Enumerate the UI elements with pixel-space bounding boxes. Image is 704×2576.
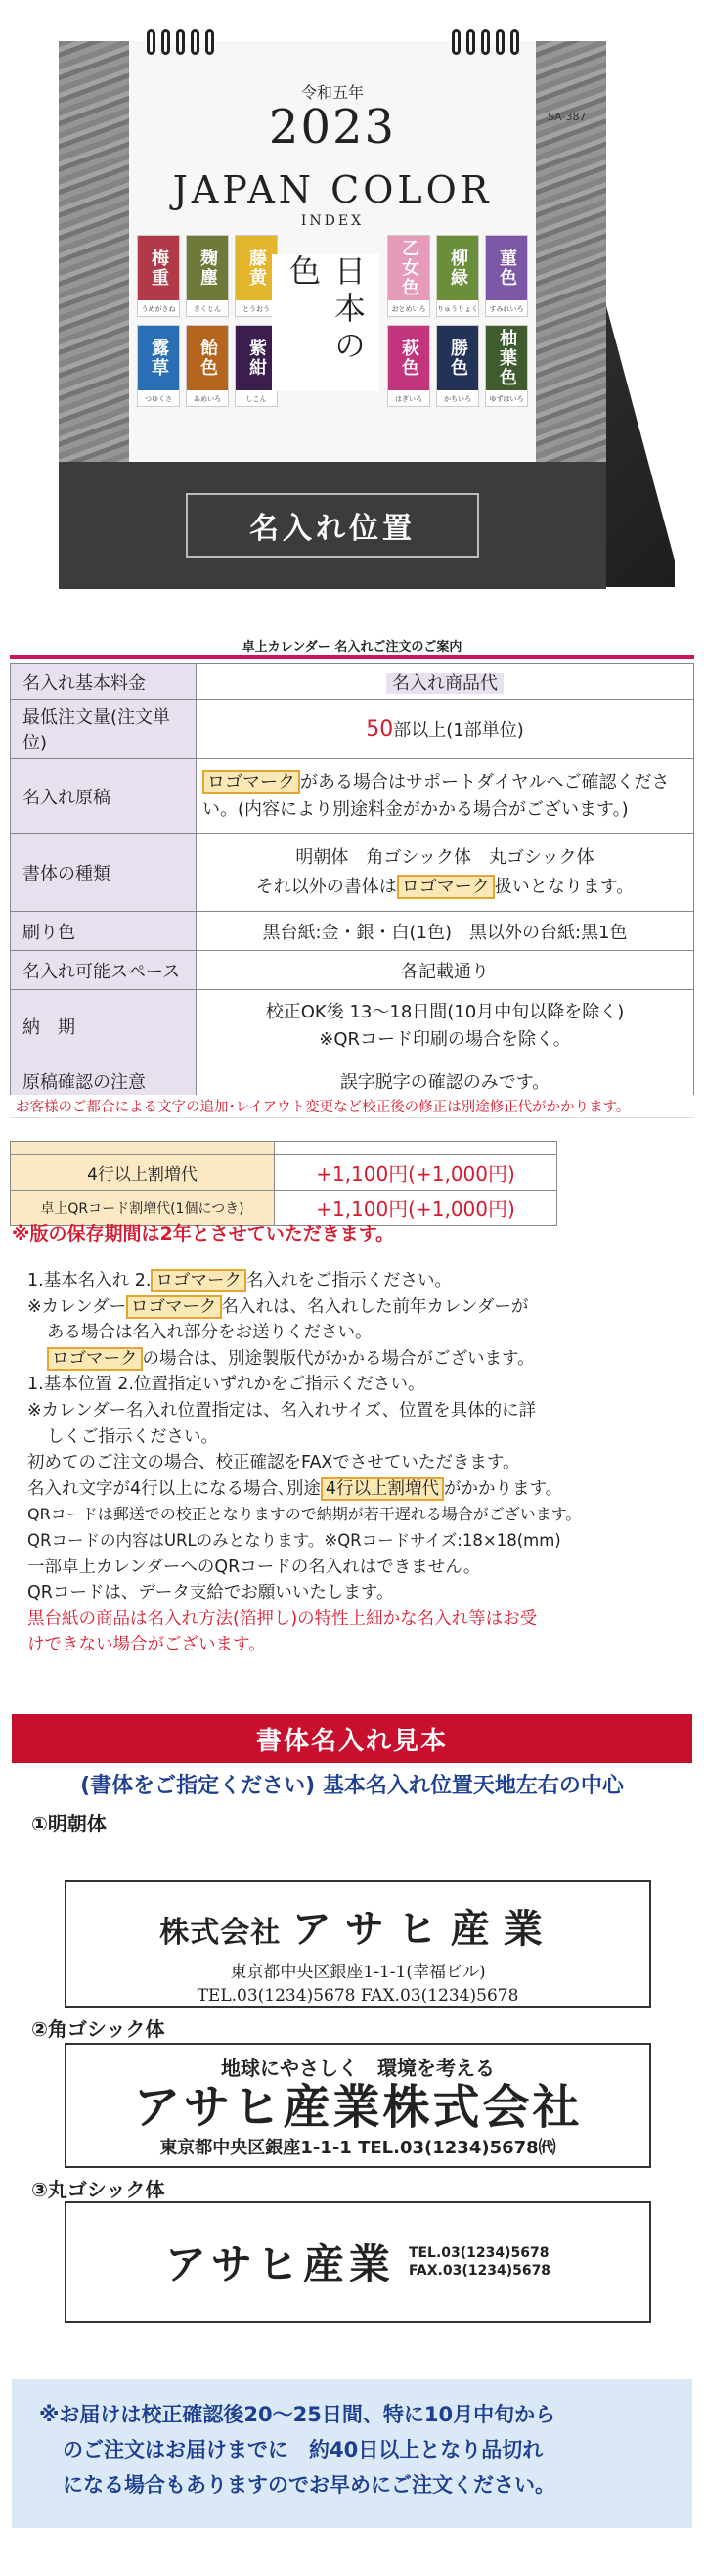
color-tile xyxy=(485,235,528,317)
color-tile xyxy=(387,325,430,407)
color-swatch: 乙女色 xyxy=(388,236,429,300)
calendar-sheet xyxy=(59,41,606,462)
color-reading: うめがさね xyxy=(141,305,176,313)
binding-rings-left xyxy=(147,29,214,59)
color-reading: つゆくさ xyxy=(145,395,172,403)
table-row: 最低注文量(注文単位) 50部以上(1部単位) xyxy=(11,700,694,759)
name-imprint-label: 名入れ位置 xyxy=(186,493,479,558)
binding-rings-right xyxy=(452,29,519,59)
color-tile xyxy=(186,325,229,407)
color-reading: あめいろ xyxy=(194,395,221,403)
table-row: 納 期 校正OK後 13～18日間(10月中旬以降を除く) ※QRコード印刷の場合を除く。 xyxy=(11,990,694,1062)
font-sample-subtitle: (書体をご指定ください) 基本名入れ位置天地左右の中心 xyxy=(80,1774,624,1798)
calendar-era: 令和五年 xyxy=(300,83,364,102)
table-row: 書体の種類 明朝体 角ゴシック体 丸ゴシック体 それ以外の書体は ロゴマーク 扱いとなります。 xyxy=(11,834,694,912)
calendar-title: JAPAN COLOR xyxy=(172,168,493,211)
mincho-sample: 株式会社 アサヒ産業 東京都中央区銀座1-1-1(幸福ビル) TEL.03(1234)5678 FAX.03(1234)5678 xyxy=(65,1880,651,2008)
color-swatch: 藤黄 xyxy=(236,236,277,300)
color-swatch: 露草 xyxy=(138,326,179,390)
color-tile xyxy=(436,235,479,317)
center-title: 日本の色 xyxy=(272,254,379,391)
color-reading: かちいろ xyxy=(444,395,471,403)
table-row: 名入れ原稿 ロゴマーク がある場合はサポートダイヤルへご確認くださ い。(内容により別途料金がかかる場合がございます。) xyxy=(11,759,694,834)
font-sample-banner: 書体名入れ見本 xyxy=(12,1714,692,1763)
calendar-product-image xyxy=(0,0,704,626)
color-reading: しこん xyxy=(245,395,267,403)
mincho-label: ①明朝体 xyxy=(31,1812,107,1835)
maru-gothic-sample: アサヒ産業 TEL.03(1234)5678 FAX.03(1234)5678 xyxy=(65,2201,651,2323)
color-tile xyxy=(137,235,180,317)
color-swatch: 萩色 xyxy=(388,326,429,390)
kaku-gothic-sample: 地球にやさしく 環境を考える アサヒ産業株式会社 東京都中央区銀座1-1-1 TEL.03(1234)5678㈹ xyxy=(65,2043,651,2168)
table-row: 4行以上割増代 +1,100円(+1,000円) xyxy=(11,1155,557,1191)
color-reading: とうおう xyxy=(242,305,270,313)
color-tile xyxy=(186,235,229,317)
table-row: 卓上QRコード割増代(1個につき) +1,100円(+1,000円) xyxy=(11,1191,557,1226)
color-reading: はぎいろ xyxy=(395,395,422,403)
table-row: 名入れ可能スペース 各記載通り xyxy=(11,951,694,990)
table-row: 原稿確認の注意 誤字脱字の確認のみです。 xyxy=(11,1062,694,1100)
color-tile xyxy=(387,235,430,317)
color-swatch: 飴色 xyxy=(187,326,228,390)
color-swatch: 麹塵 xyxy=(187,236,228,300)
surcharge-table xyxy=(10,1141,557,1226)
color-reading: りゅうりょく xyxy=(437,305,478,313)
color-swatch: 勝色 xyxy=(437,326,478,390)
calendar-year: 2023 xyxy=(268,100,397,155)
color-swatch: 柚葉色 xyxy=(486,326,527,390)
order-notes: 1.基本名入れ 2. ロゴマーク 名入れをご指示ください。 ※カレンダー ロゴマーク 名入れは、名入れした前年カレンダーが ある場合は名入れ部分をお送りください。 ロゴマーク の場合は、別途製版代がかかる場合がございます。 1.基本位置 2.位置指定いずれかをご指示ください。 ※カレンダー名入れ位置指定は、名入れサイズ、位置を具体的に詳 しくご指示ください。 初めてのご注文の場合、校正確認をFAXでさせていただきます。 名入れ文字が4行以上になる場合､別途 4行以上割増代 がかかります。 QRコードは郵送での校正となりますので納期が若干遅れる場合がございます。 QRコードの内容はURLのみとなります。※QRコードサイズ:18×18(mm) 一部卓上カレンダーへのQRコードの名入れはできません。 QRコードは、データ支給でお願いいたします。 黒台紙の商品は名入れ方法(箔押し)の特性上細かな名入れ等はお受 けできない場合がございます。 xyxy=(27,1271,582,1655)
kaku-gothic-label: ②角ゴシック体 xyxy=(31,2017,165,2041)
plate-storage-note: ※版の保存期間は2年とさせていただきます。 xyxy=(12,1223,395,1244)
table-row: 名入れ基本料金 名入れ商品代 xyxy=(11,664,694,700)
order-info-table xyxy=(10,663,694,1100)
calendar-subtitle: INDEX xyxy=(300,213,365,229)
color-swatch: 柳緑 xyxy=(437,236,478,300)
color-tiles-left xyxy=(137,235,278,407)
color-swatch: 梅重 xyxy=(138,236,179,300)
color-swatch: 紫紺 xyxy=(236,326,277,390)
color-tile xyxy=(485,325,528,407)
delivery-note-box: ※お届けは校正確認後20～25日間、特に10月中旬から のご注文はお届けまでに 約40日以上となり品切れ になる場合もありますのでお早めにご注文ください。 xyxy=(12,2379,692,2528)
color-reading: きくじん xyxy=(194,305,221,313)
color-reading: ゆずはいろ xyxy=(489,395,524,403)
change-fee-note: お客様のご都合による文字の追加･レイアウト変更など校正後の修正は別途修正代がかかります。 xyxy=(10,1095,694,1118)
calendar-sku: SA-387 xyxy=(548,111,587,123)
section-title: 卓上カレンダー 名入れご注文のご案内 xyxy=(242,640,462,655)
maru-gothic-label: ③丸ゴシック体 xyxy=(31,2178,165,2201)
section-divider xyxy=(10,655,694,659)
color-reading: すみれいろ xyxy=(489,305,524,313)
color-reading: おとめいろ xyxy=(391,305,426,313)
name-imprint-area xyxy=(59,462,606,589)
table-row: 刷り色 黒台紙:金・銀・白(1色) 黒以外の台紙:黒1色 xyxy=(11,912,694,951)
color-tile xyxy=(436,325,479,407)
color-tile xyxy=(137,325,180,407)
color-tiles-right xyxy=(387,235,528,407)
color-swatch: 菫色 xyxy=(486,236,527,300)
